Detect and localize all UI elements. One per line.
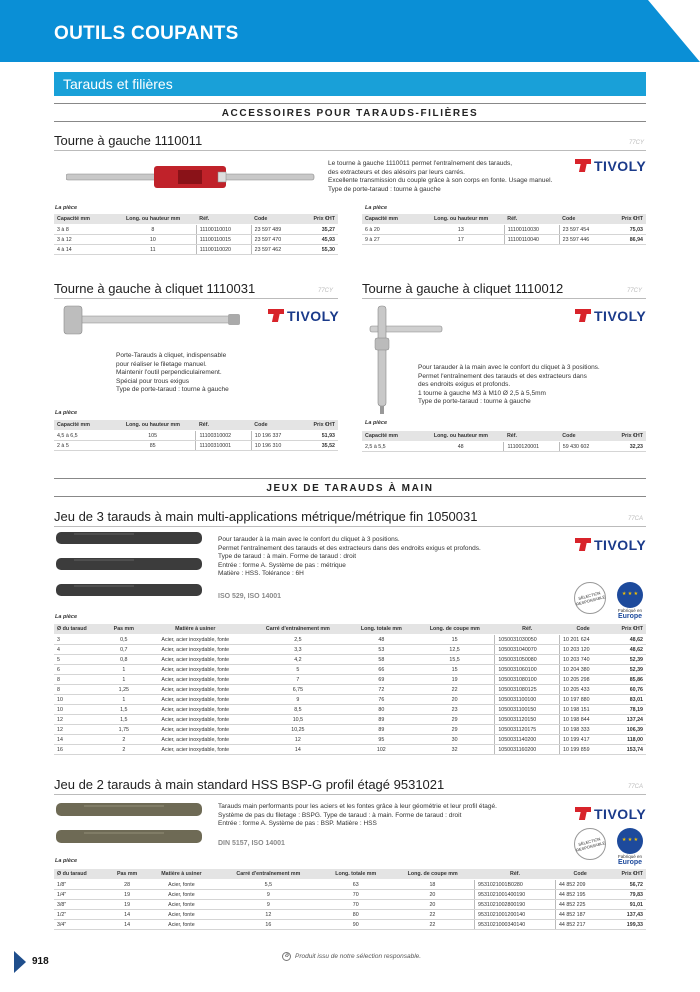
product-title: Jeu de 3 tarauds à main multi-applications métrique/métrique fin 1050031 (54, 509, 646, 527)
spec-table: Capacité mm Long. ou hauteur mm Réf. Code Prix €HT 3 à 8 8 11100110010 23 597 489 35,27 3 à 12 10 11100110015 23 597 470 45,93 4 à 14 11 11100110020 23 597 462 55,30 (54, 214, 338, 255)
page-arrow-icon (14, 951, 28, 973)
table-row: 2 à 5 85 11100310001 10 196 310 35,52 (54, 441, 338, 451)
code-tag: 77CA (628, 784, 644, 790)
subcategory-title: Tarauds et filières (63, 76, 173, 92)
table-row: 3 à 8 8 11100110010 23 597 489 35,27 (54, 225, 338, 235)
responsible-selection-badge: SÉLECTION RESPONSABLE (574, 582, 606, 614)
footnote: ♻ Produit issu de notre sélection responsable. (282, 952, 421, 961)
table-row: 3/8" 19 Acier, fonte 9 70 20 9531021002800190 44 852 225 91,01 (54, 900, 646, 910)
norms: DIN 5157, ISO 14001 (218, 840, 285, 847)
tivoly-logo: TIVOLY (575, 308, 646, 323)
table-row: 2,5 à 5,5 48 11100120001 59 430 602 32,23 (362, 442, 646, 452)
table-row: 4 0,7 Acier, acier inoxydable, fonte 3,3 53 12,5 1050031040070 10 203 120 48,62 (54, 645, 646, 655)
product-title: Tourne à gauche 1110011 (54, 133, 646, 151)
code-tag: 77CY (627, 288, 643, 294)
product-description: Tarauds main performants pour les aciers et les fontes grâce à leur géométrie et leur profil étagé. Système de pas du filetage : BSPG. Type de taraud : à main. Forme de taraud : droit Entrée : forme A. Système de pas : BSP. Matière : HSS (218, 803, 497, 827)
product-title: Tourne à gauche à cliquet 1110031 (54, 281, 338, 299)
page-number: 918 (32, 956, 49, 967)
unit-label: La pièce (55, 205, 78, 211)
responsible-selection-badge: SÉLECTION RESPONSABLE (574, 828, 606, 860)
table-row: 8 1,25 Acier, acier inoxydable, fonte 6,75 72 22 1050031080125 10 205 433 60,76 (54, 685, 646, 695)
section-accessories: ACCESSOIRES POUR TARAUDS-FILIÈRES (54, 103, 646, 122)
table-row: 4,5 à 6,5 105 11100310002 10 196 337 51,93 (54, 431, 338, 441)
product-title: Tourne à gauche à cliquet 1110012 (362, 281, 646, 299)
tivoly-logo: TIVOLY (575, 158, 646, 173)
spec-table: Capacité mm Long. ou hauteur mm Réf. Code Prix €HT 4,5 à 6,5 105 11100310002 10 196 337 51,93 2 à 5 85 11100310001 10 196 310 35,52 (54, 420, 338, 451)
code-tag: 77CA (628, 516, 644, 522)
code-tag: 77CY (629, 140, 645, 146)
table-row: 10 1,5 Acier, acier inoxydable, fonte 8,5 80 23 1050031100150 10 198 151 78,19 (54, 705, 646, 715)
unit-label: La pièce (365, 205, 388, 211)
section-hand-taps: JEUX DE TARAUDS À MAIN (54, 478, 646, 497)
unit-label: La pièce (365, 420, 388, 426)
table-row: 8 1 Acier, acier inoxydable, fonte 7 69 19 1050031080100 10 205 298 85,86 (54, 675, 646, 685)
product-description: Le tourne à gauche 1110011 permet l'entraînement des tarauds, des extracteurs et des alésoirs par leurs carrés. Excellente transmission du couple grâce à son corps en fonte. Usage manuel. Type de porte-taraud : tourne à gauche (328, 160, 553, 193)
made-in-europe-badge: ★ ★ ★ Fabriqué en Europe (612, 582, 648, 620)
spec-table: Capacité mm Long. ou hauteur mm Réf. Code Prix €HT 6 à 20 13 11100110030 23 597 454 75,03 9 à 27 17 11100110040 23 597 446 86,94 (362, 214, 646, 245)
table-row: 5 0,8 Acier, acier inoxydable, fonte 4,2 58 15,5 1050031050080 10 203 740 52,39 (54, 655, 646, 665)
selection-icon: ♻ (282, 952, 291, 961)
tap-wrench-image (66, 160, 316, 194)
table-row: 9 à 27 17 11100110040 23 597 446 86,94 (362, 235, 646, 245)
product-description: Porte-Tarauds à cliquet, indispensable pour réaliser le filetage manuel. Maintenir l'outil perpendiculairement. Spécial pour trous exigus Type de porte-taraud : tourne à gauche (116, 352, 229, 393)
category-title: OUTILS COUPANTS (54, 23, 239, 44)
table-row: 10 1 Acier, acier inoxydable, fonte 9 76 20 1050031100100 10 197 880 83,01 (54, 695, 646, 705)
table-row: 1/8" 28 Acier, fonte 5,5 63 18 9531021001B0280 44 852 209 56,72 (54, 880, 646, 890)
table-row: 3 0,5 Acier, acier inoxydable, fonte 2,5 48 15 1050031030050 10 201 624 48,62 (54, 635, 646, 645)
tivoly-logo: TIVOLY (268, 308, 339, 323)
subcategory-banner (54, 72, 646, 96)
spec-table: Ø du taraud Pas mm Matière à usiner Carré d'entraînement mm Long. totale mm Long. de coupe mm Réf. Code Prix €HT 1/8" 28 Acier, fonte 5,5 63 18 9531021001B0280 44 852 209 56,72 1/4" 19 Acier, fonte 9 70 20 9531021001400190 44 852 195 79,83 3/8" 19 Acier, fonte 9 70 20 9531021002800190 44 852 225 91,01 1/2" 14 Acier, fonte 12 80 22 9531021001200140 44 852 187 137,43 3/4" 14 Acier, fonte 16 90 22 9531021000340140 44 852 217 199,33 (54, 869, 646, 930)
table-row: 1/4" 19 Acier, fonte 9 70 20 9531021001400190 44 852 195 79,83 (54, 890, 646, 900)
table-row: 4 à 14 11 11100110020 23 597 462 55,30 (54, 245, 338, 255)
table-row: 16 2 Acier, acier inoxydable, fonte 14 102 32 1050031160200 10 199 859 153,74 (54, 745, 646, 755)
table-row: 6 à 20 13 11100110030 23 597 454 75,03 (362, 225, 646, 235)
norms: ISO 529, ISO 14001 (218, 593, 282, 600)
made-in-europe-badge: ★ ★ ★ Fabriqué en Europe (612, 828, 648, 866)
spec-table: Capacité mm Long. ou hauteur mm Réf. Code Prix €HT 2,5 à 5,5 48 11100120001 59 430 602 32,23 (362, 431, 646, 452)
tap-set-image (54, 800, 204, 850)
unit-label: La pièce (55, 614, 78, 620)
ratchet-tap-wrench-image (60, 302, 245, 338)
product-title: Jeu de 2 tarauds à main standard HSS BSP-G profil étagé 9531021 (54, 777, 646, 795)
code-tag: 77CY (318, 288, 334, 294)
tivoly-logo: TIVOLY (575, 537, 646, 552)
table-row: 1/2" 14 Acier, fonte 12 80 22 9531021001200140 44 852 187 137,43 (54, 910, 646, 920)
table-row: 14 2 Acier, acier inoxydable, fonte 12 95 30 1050031140200 10 199 417 118,00 (54, 735, 646, 745)
product-description: Pour tarauder à la main avec le confort du cliquet à 3 positions. Permet l'entraînement des tarauds et des extracteurs dans des endroits exigus et profonds. 1 tourne à gauche M3 à M10 Ø 2,5 à 5,5mm Type de porte-taraud : tourne à gauche (418, 364, 600, 405)
table-row: 6 1 Acier, acier inoxydable, fonte 5 66 15 1050031060100 10 204 380 52,39 (54, 665, 646, 675)
product-description: Pour tarauder à la main avec le confort du cliquet à 3 positions. Permet l'entraînement des tarauds et des extracteurs dans des endroits exigus et profonds. Type de taraud : à main. Forme de taraud : droit Entrée : forme A. Système de pas : métrique Matière : HSS. Tolérance : 6H (218, 536, 481, 577)
category-banner (0, 0, 700, 62)
tivoly-logo: TIVOLY (575, 806, 646, 821)
unit-label: La pièce (55, 858, 78, 864)
tap-set-image (54, 528, 204, 602)
table-row: 12 1,5 Acier, acier inoxydable, fonte 10,5 89 29 1050031120150 10 198 844 137,24 (54, 715, 646, 725)
table-row: 12 1,75 Acier, acier inoxydable, fonte 10,25 89 29 1050031120175 10 198 333 106,39 (54, 725, 646, 735)
spec-table: Ø du taraud Pas mm Matière à usiner Carré d'entraînement mm Long. totale mm Long. de coupe mm Réf. Code Prix €HT 3 0,5 Acier, acier inoxydable, fonte 2,5 48 15 1050031030050 10 201 624 48,62 4 0,7 Acier, acier inoxydable, fonte 3,3 53 12,5 1050031040070 10 203 120 48,62 5 0,8 Acier, acier inoxydable, fonte 4,2 58 15,5 1050031050080 10 203 740 52,39 6 1 Acier, acier inoxydable, fonte 5 66 15 1050031060100 10 204 380 52,39 8 1 Acier, acier inoxydable, fonte 7 69 19 1050031080100 10 205 298 85,86 8 1,25 Acier, acier inoxydable, fonte 6,75 72 22 1050031080125 10 205 433 60,76 10 1 Acier, acier inoxydable, fonte 9 76 20 1050031100100 10 197 880 83,01 10 1,5 Acier, acier inoxydable, fonte 8,5 80 23 1050031100150 10 198 151 78,19 12 1,5 Acier, acier inoxydable, fonte 10,5 89 29 1050031120150 10 198 844 137,24 12 1,75 Acier, acier inoxydable, fonte 10,25 89 29 1050031120175 10 198 333 106,39 14 2 Acier, acier inoxydable, fonte 12 95 30 1050031140200 10 199 417 118,00 16 2 Acier, acier inoxydable, fonte 14 102 32 1050031160200 10 199 859 153,74 (54, 624, 646, 755)
table-row: 3 à 12 10 11100110015 23 597 470 45,93 (54, 235, 338, 245)
table-row: 3/4" 14 Acier, fonte 16 90 22 9531021000340140 44 852 217 199,33 (54, 920, 646, 930)
unit-label: La pièce (55, 410, 78, 416)
